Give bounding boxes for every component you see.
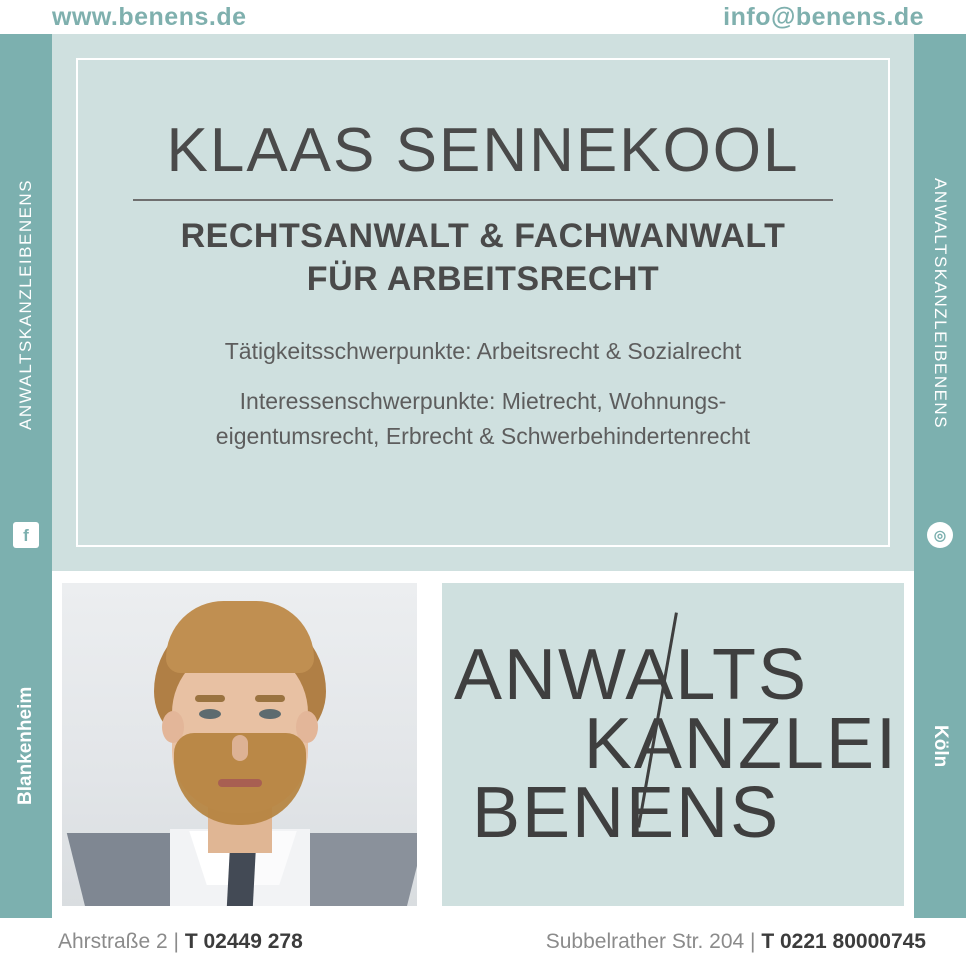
- logo-line-3: BENENS: [472, 773, 781, 854]
- footer-addresses: [0, 918, 966, 966]
- divider-rule: [133, 199, 833, 201]
- lawyer-title: [181, 215, 786, 300]
- instagram-icon[interactable]: ◎: [927, 522, 953, 548]
- practice-focus-main: Tätigkeitsschwerpunkte: Arbeitsrecht & Sozialrecht: [224, 338, 742, 365]
- left-rail-brand-text: ANWALTSKANZLEIBENENS: [16, 178, 35, 430]
- email-link[interactable]: info@benens.de: [723, 2, 924, 31]
- main-panel-inner: [76, 58, 890, 547]
- firm-logo: [442, 583, 904, 906]
- right-rail: [914, 34, 966, 918]
- contact-header: [0, 0, 966, 34]
- address-koeln-street: Subbelrather Str. 204 |: [545, 930, 762, 953]
- main-panel: [52, 34, 914, 571]
- lawyer-title-line1: RECHTSANWALT & FACHWANWALT: [180, 217, 786, 256]
- address-koeln: [546, 930, 926, 954]
- address-blankenheim-phone: T 02449 278: [184, 930, 303, 953]
- lower-section: [52, 571, 914, 918]
- address-blankenheim-street: Ahrstraße 2 |: [58, 930, 185, 953]
- website-link[interactable]: www.benens.de: [52, 2, 247, 31]
- practice-focus-extra-line2: eigentumsrecht, Erbrecht & Schwerbehindertenrecht: [215, 423, 751, 450]
- right-rail-brand-text: ANWALTSKANZLEIBENENS: [931, 178, 950, 430]
- lawyer-title-line2: FÜR ARBEITSRECHT: [306, 259, 660, 298]
- lawyer-name: KLAAS SENNEKOOL: [166, 116, 800, 185]
- left-rail: [0, 34, 52, 918]
- practice-focus-extra-line1: Interessenschwerpunkte: Mietrecht, Wohnungs-: [239, 387, 727, 414]
- address-blankenheim: [58, 930, 303, 954]
- portrait-photo: [62, 583, 417, 906]
- facebook-icon[interactable]: f: [13, 522, 39, 548]
- right-rail-city: Köln: [930, 724, 951, 768]
- left-rail-city: Blankenheim: [15, 686, 36, 806]
- logo-line-1: ANWALTS: [454, 634, 809, 715]
- address-koeln-phone: T 0221 80000745: [761, 930, 926, 953]
- logo-line-2: KANZLEI: [583, 703, 898, 784]
- practice-focus: [216, 334, 750, 455]
